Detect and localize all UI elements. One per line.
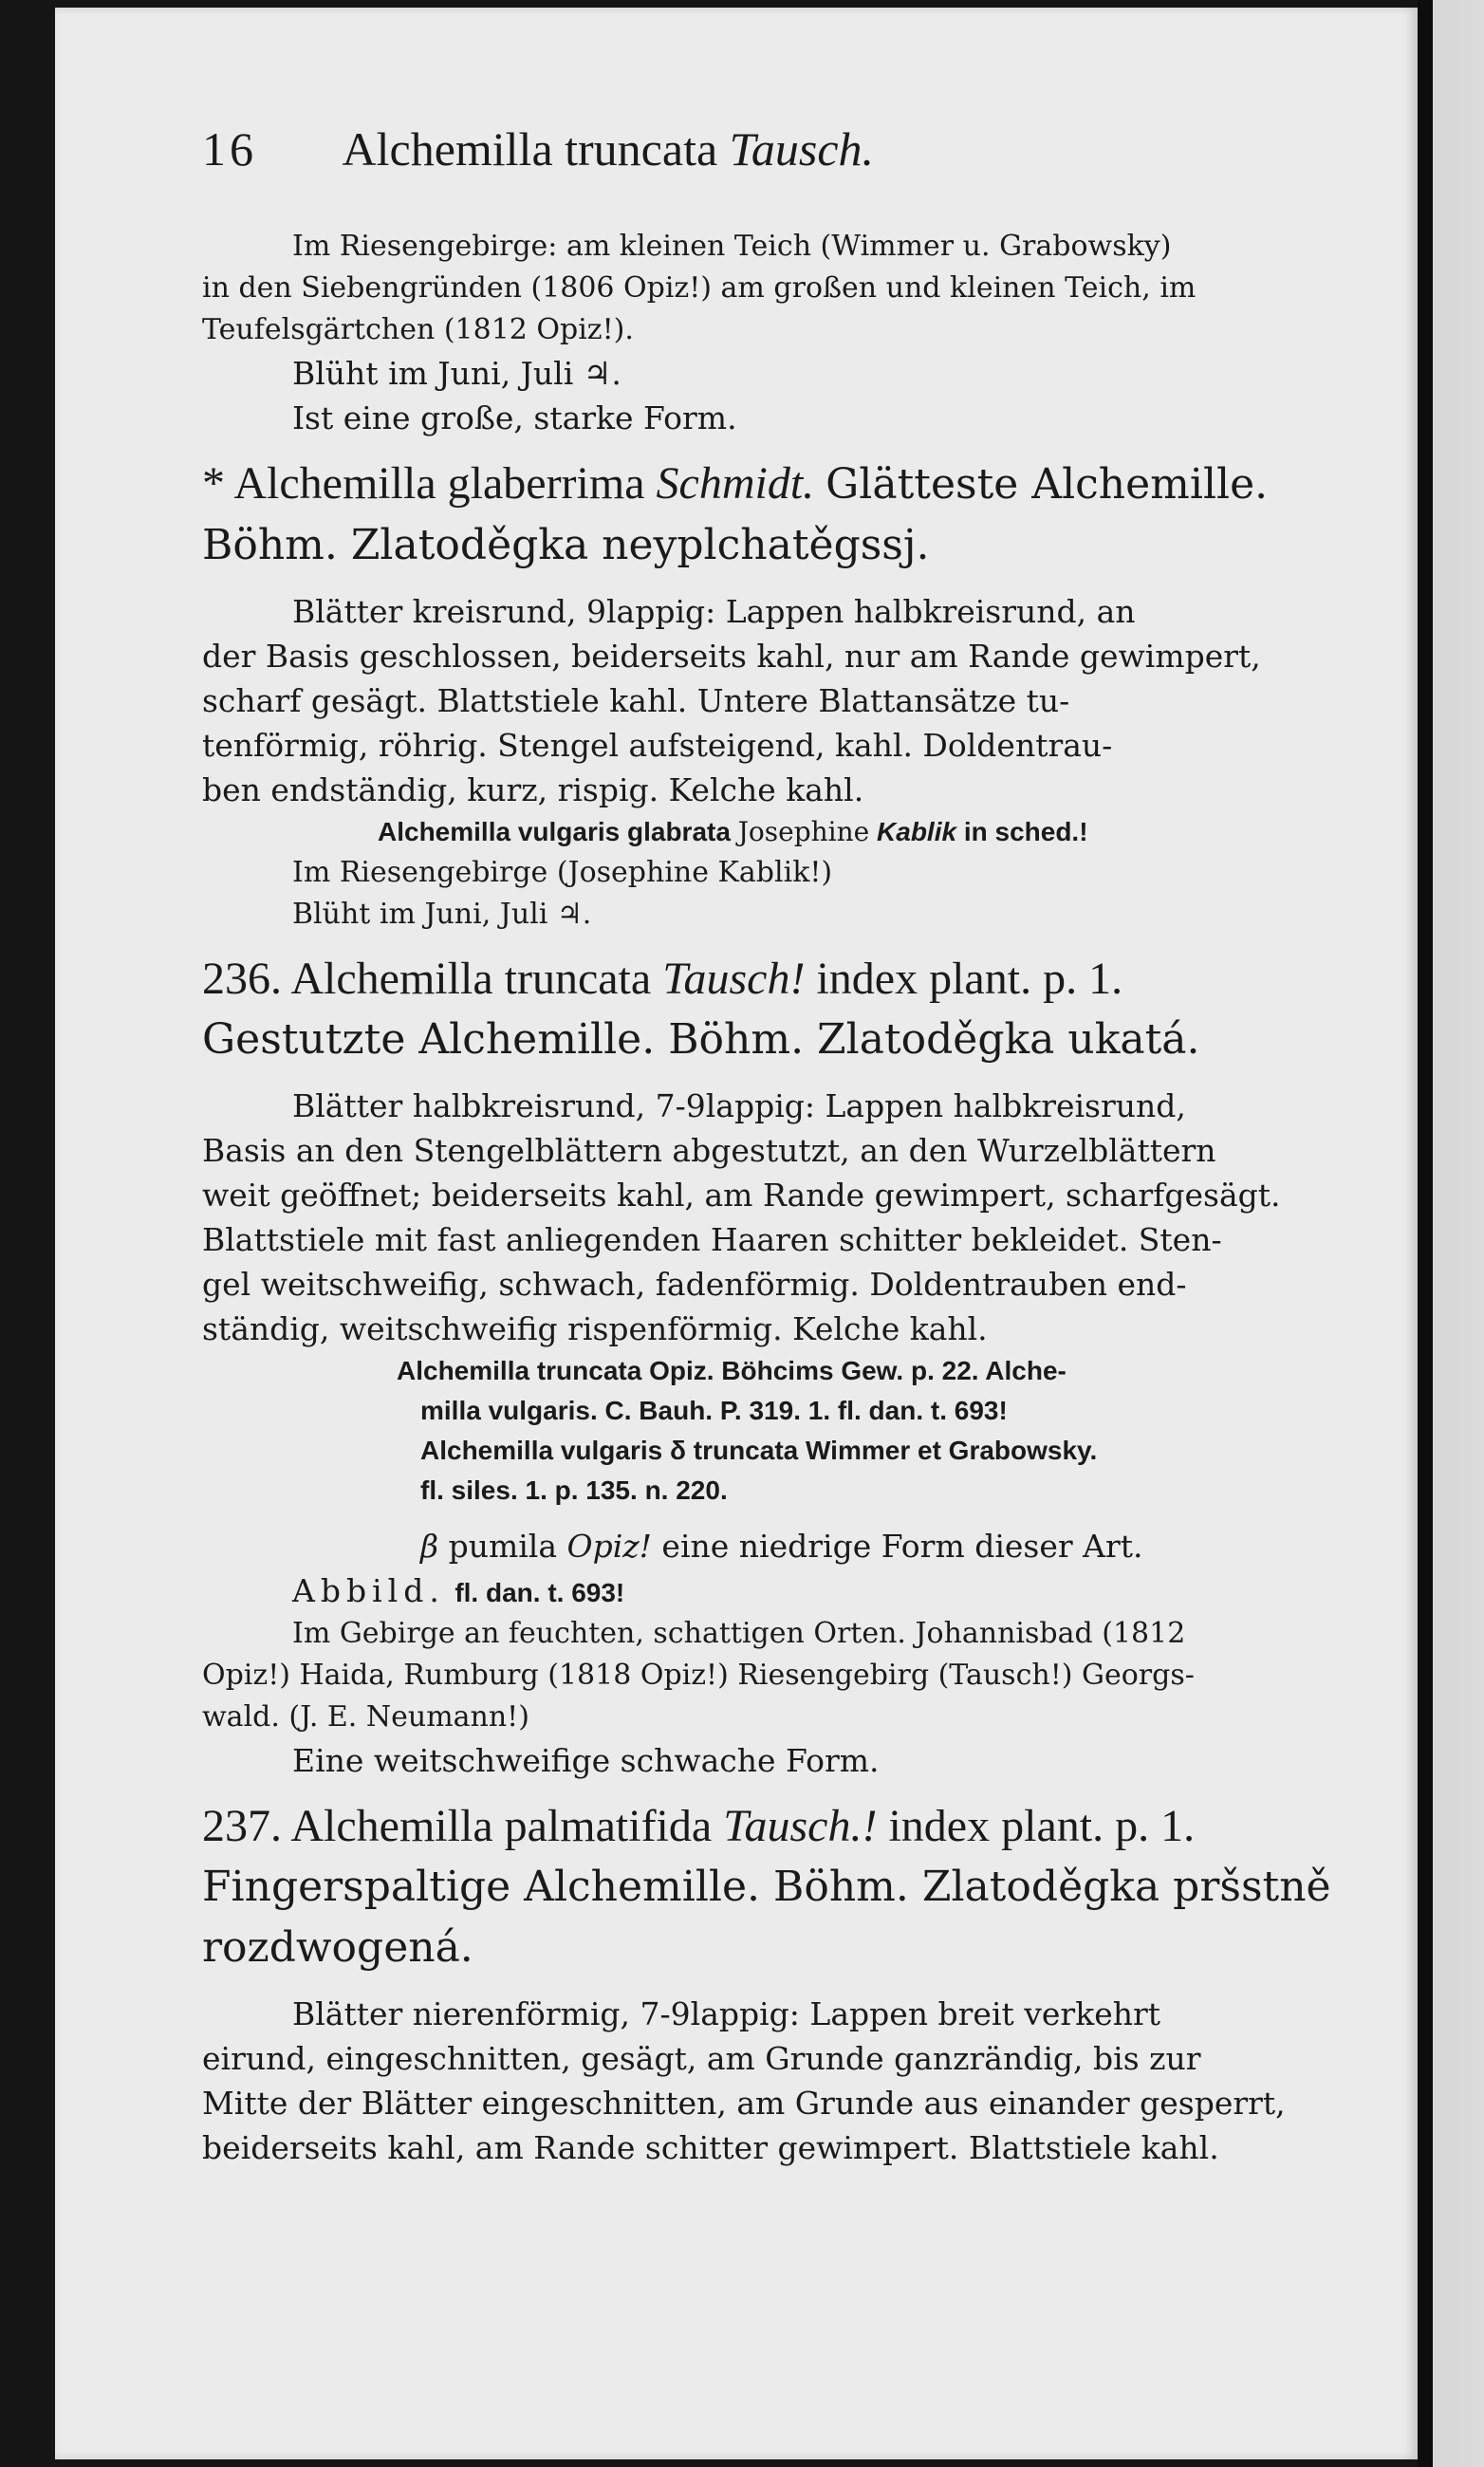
text-line: Im Riesengebirge: am kleinen Teich (Wimmer u. Grabowsky) xyxy=(292,230,1172,263)
asterisk-mark: * xyxy=(202,458,225,509)
text-line: Blätter nierenförmig, 7-9lappig: Lappen breit verkehrt xyxy=(292,1995,1161,2032)
adjacent-page-edge xyxy=(1418,0,1484,2467)
species-heading-237 xyxy=(202,1796,1374,1978)
text-line: Blattstiele mit fast anliegenden Haaren schitter bekleidet. Sten- xyxy=(202,1221,1222,1258)
page-number: 16 xyxy=(202,122,257,176)
flowering-note: Blüht im Juni, Juli ♃. xyxy=(292,898,592,931)
variety-name: pumila xyxy=(448,1528,558,1565)
habitat-block xyxy=(202,226,1374,440)
bohemian-name: Böhm. Zlatoděgka ukatá. xyxy=(668,1015,1200,1064)
illustration-line xyxy=(202,1568,1374,1613)
form-note: Eine weitschweifige schwache Form. xyxy=(292,1742,880,1779)
text-line: weit geöffnet; beiderseits kahl, am Rande gewimpert, scharfgesägt. xyxy=(202,1177,1281,1214)
text-line: beiderseits kahl, am Rande schitter gewimpert. Blattstiele kahl. xyxy=(202,2129,1219,2166)
species-number: 236. xyxy=(202,954,282,1004)
synonym-line: fl. siles. 1. p. 135. n. 220. xyxy=(420,1475,728,1505)
text-line: Blätter halbkreisrund, 7-9lappig: Lappen halbkreisrund, xyxy=(292,1087,1186,1124)
description-236 xyxy=(202,1084,1374,1783)
species-author: Tausch! xyxy=(662,954,806,1004)
german-name: Fingerspaltige Alchemille. xyxy=(202,1863,761,1911)
header-author: Tausch. xyxy=(729,122,875,176)
species-name: Alchemilla truncata xyxy=(290,954,652,1004)
locality-line: Im Gebirge an feuchten, schattigen Orten. Johannisbad (1812 xyxy=(292,1617,1186,1650)
form-note: Ist eine große, starke Form. xyxy=(292,399,737,436)
text-line: Teufelsgärtchen (1812 Opiz!). xyxy=(202,313,634,346)
synonym-name: Alchemilla vulgaris glabrata xyxy=(378,817,731,846)
locality-line: wald. (J. E. Neumann!) xyxy=(202,1700,529,1734)
species-heading-236 xyxy=(202,949,1374,1070)
variety-text: eine niedrige Form dieser Art. xyxy=(661,1528,1143,1565)
synonym-line: Alchemilla vulgaris δ truncata Wimmer et Grabowsky. xyxy=(420,1436,1098,1465)
text-line: Basis an den Stengelblättern abgestutzt, an den Wurzelblättern xyxy=(202,1132,1216,1169)
book-page xyxy=(55,8,1418,2459)
beta-mark: β xyxy=(420,1528,439,1565)
text-line: Mitte der Blätter eingeschnitten, am Grunde aus einander gesperrt, xyxy=(202,2085,1286,2122)
species-heading-glaberrima xyxy=(202,454,1374,576)
variety-author: Opiz! xyxy=(566,1528,652,1565)
text-line: in den Siebengründen (1806 Opiz!) am großen und kleinen Teich, im xyxy=(202,271,1196,305)
flowering-note: Blüht im Juni, Juli ♃. xyxy=(292,355,621,392)
species-reference: index plant. p. 1. xyxy=(816,954,1123,1004)
text-line: eirund, eingeschnitten, gesägt, am Grunde ganzrändig, bis zur xyxy=(202,2040,1201,2077)
bohemian-name: Böhm. Zlatoděgka neyplchatěgssj. xyxy=(202,521,930,569)
species-name: Alchemilla glaberrima xyxy=(233,458,645,509)
synonym-line: milla vulgaris. C. Bauh. P. 319. 1. fl. dan. t. 693! xyxy=(420,1396,1008,1425)
description-237 xyxy=(202,1992,1374,2170)
synonym-line: Alchemilla truncata Opiz. Böhcims Gew. p. 22. Alche- xyxy=(397,1356,1067,1385)
german-name: Glätteste Alchemille. xyxy=(825,460,1269,509)
species-number: 237. xyxy=(202,1801,282,1851)
page-content xyxy=(202,121,1374,2170)
text-line: gel weitschweifig, schwach, fadenförmig. Doldentrauben end- xyxy=(202,1266,1187,1303)
description-glaberrima xyxy=(202,589,1374,936)
synonym-line xyxy=(202,812,1374,852)
text-line: ständig, weitschweifig rispenförmig. Kelche kahl. xyxy=(202,1310,988,1347)
running-header xyxy=(202,121,1374,226)
species-name: Alchemilla palmatifida xyxy=(290,1801,713,1851)
species-author: Schmidt. xyxy=(656,458,815,509)
illustration-ref: fl. dan. t. 693! xyxy=(454,1578,625,1607)
locality-line: Im Riesengebirge (Josephine Kablik!) xyxy=(292,856,833,889)
bohemian-name: Böhm. Zlatoděgka pršstně xyxy=(773,1863,1331,1911)
species-reference: index plant. p. 1. xyxy=(888,1801,1196,1851)
header-title: Alchemilla truncata xyxy=(342,122,718,176)
synonym-author: Kablik xyxy=(877,817,957,846)
bohemian-name-cont: rozdwogená. xyxy=(202,1923,473,1972)
variety-line xyxy=(202,1524,1374,1568)
locality-line: Opiz!) Haida, Rumburg (1818 Opiz!) Riesengebirg (Tausch!) Georgs- xyxy=(202,1659,1195,1692)
illustration-label: Abbild. xyxy=(292,1572,445,1609)
text-line: der Basis geschlossen, beiderseits kahl, nur am Rande gewimpert, xyxy=(202,638,1261,675)
text-line: scharf gesägt. Blattstiele kahl. Untere Blattansätze tu- xyxy=(202,682,1070,719)
synonym-collector: Josephine xyxy=(737,816,870,847)
german-name: Gestutzte Alchemille. xyxy=(202,1015,656,1064)
text-line: tenförmig, röhrig. Stengel aufsteigend, kahl. Doldentrau- xyxy=(202,727,1113,764)
text-line: Blätter kreisrund, 9lappig: Lappen halbkreisrund, an xyxy=(292,593,1136,630)
text-line: ben endständig, kurz, rispig. Kelche kahl. xyxy=(202,771,864,808)
synonym-tail: in sched.! xyxy=(963,817,1088,846)
species-author: Tausch.! xyxy=(723,1801,878,1851)
